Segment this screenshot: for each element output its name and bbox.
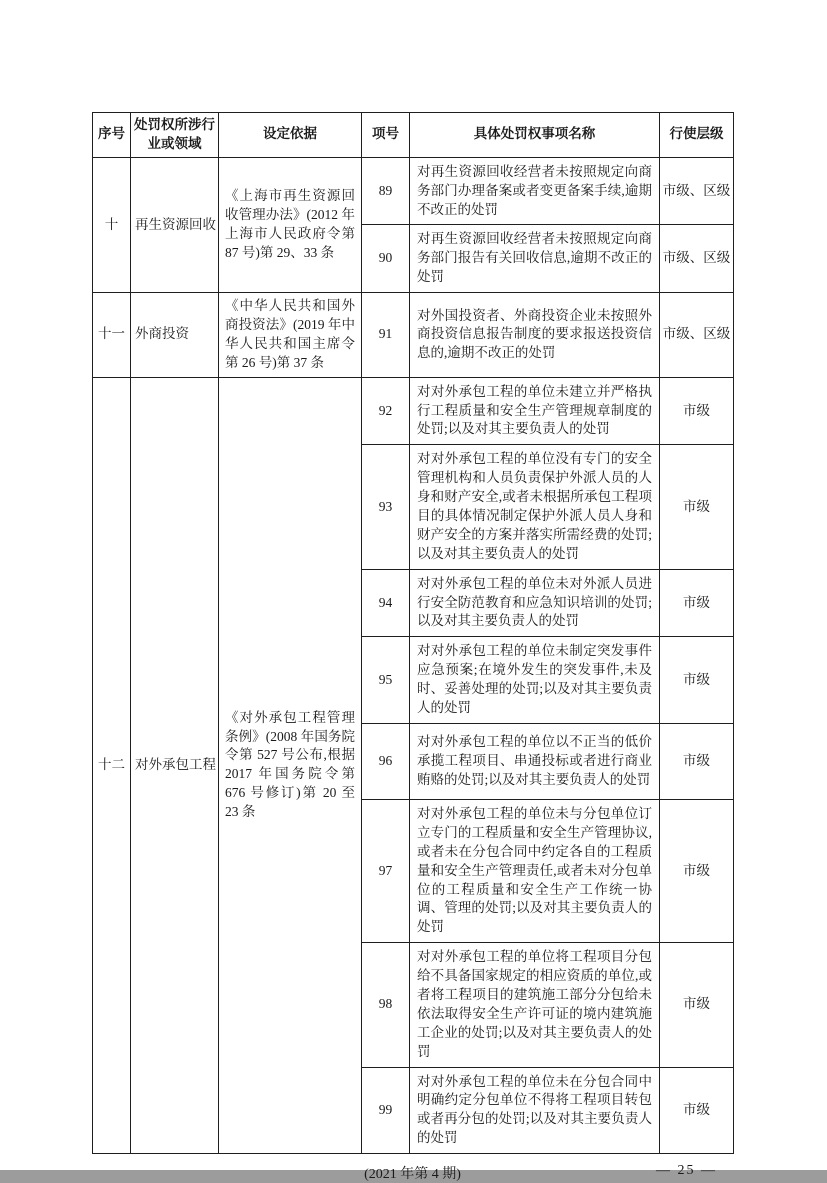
cell-item-name-97: 对对外承包工程的单位未与分包单位订立专门的工程质量和安全生产管理协议,或者未在分包合同中约定各自的工程质量和安全生产管理责任,或者未对分包单位的工程质量和安全生产工作统一协调、管理的处罚;以及对其主要负责人的处罚	[410, 799, 660, 942]
cell-level-98: 市级	[660, 943, 734, 1067]
cell-item-name-99: 对对外承包工程的单位未在分包合同中明确约定分包单位不得将工程项目转包或者再分包的处罚;以及对其主要负责人的处罚	[410, 1067, 660, 1154]
table-row-item-92	[93, 377, 734, 445]
cell-item-no-89: 89	[362, 157, 410, 225]
cell-item-name-96: 对对外承包工程的单位以不正当的低价承揽工程项目、串通投标或者进行商业贿赂的处罚;以及对其主要负责人的处罚	[410, 723, 660, 799]
cell-item-no-91: 91	[362, 293, 410, 378]
cell-item-name-90: 对再生资源回收经营者未按照规定向商务部门报告有关回收信息,逾期不改正的处罚	[410, 225, 660, 293]
col-header-serial: 序号	[93, 113, 131, 158]
table-header-row	[93, 113, 734, 158]
cell-serial-11: 十一	[93, 293, 131, 378]
cell-item-name-98: 对对外承包工程的单位将工程项目分包给不具备国家规定的相应资质的单位,或者将工程项目的建筑施工部分分包给未依法取得安全生产许可证的境内建筑施工企业的处罚;以及对其主要负责人的处罚	[410, 943, 660, 1067]
cell-item-no-90: 90	[362, 225, 410, 293]
cell-industry-10: 再生资源回收	[131, 157, 219, 292]
col-header-industry: 处罚权所涉行业或领域	[131, 113, 219, 158]
col-header-level: 行使层级	[660, 113, 734, 158]
cell-item-no-93: 93	[362, 445, 410, 569]
cell-level-97: 市级	[660, 799, 734, 942]
table-row-item-91	[93, 293, 734, 378]
cell-item-no-96: 96	[362, 723, 410, 799]
cell-item-name-92: 对对外承包工程的单位未建立并严格执行工程质量和安全生产管理规章制度的处罚;以及对其主要负责人的处罚	[410, 377, 660, 445]
cell-level-95: 市级	[660, 637, 734, 724]
cell-item-name-93: 对对外承包工程的单位没有专门的安全管理机构和人员负责保护外派人员的人身和财产安全,或者未根据所承包工程项目的具体情况制定保护外派人员人身和财产安全的方案并落实所需经费的处罚;以及对其主要负责人的处罚	[410, 445, 660, 569]
cell-serial-12: 十二	[93, 377, 131, 1153]
cell-level-93: 市级	[660, 445, 734, 569]
punishment-items-table	[92, 112, 734, 1154]
col-header-item-name: 具体处罚权事项名称	[410, 113, 660, 158]
page-footer	[92, 1163, 733, 1183]
table-row-item-89	[93, 157, 734, 225]
cell-item-name-91: 对外国投资者、外商投资企业未按照外商投资信息报告制度的要求报送投资信息的,逾期不改正的处罚	[410, 293, 660, 378]
cell-level-94: 市级	[660, 569, 734, 637]
cell-item-no-99: 99	[362, 1067, 410, 1154]
cell-basis-11: 《中华人民共和国外商投资法》(2019 年中华人民共和国主席令第 26 号)第 37 条	[219, 293, 362, 378]
col-header-basis: 设定依据	[219, 113, 362, 158]
col-header-item-no: 项号	[362, 113, 410, 158]
cell-level-99: 市级	[660, 1067, 734, 1154]
cell-item-name-94: 对对外承包工程的单位未对外派人员进行安全防范教育和应急知识培训的处罚;以及对其主要负责人的处罚	[410, 569, 660, 637]
cell-level-91: 市级、区级	[660, 293, 734, 378]
cell-serial-10: 十	[93, 157, 131, 292]
cell-basis-12: 《对外承包工程管理条例》(2008 年国务院令第 527 号公布,根据 2017 年国务院令第 676 号修订)第 20 至 23 条	[219, 377, 362, 1153]
cell-level-89: 市级、区级	[660, 157, 734, 225]
cell-level-96: 市级	[660, 723, 734, 799]
cell-industry-11: 外商投资	[131, 293, 219, 378]
cell-item-name-89: 对再生资源回收经营者未按照规定向商务部门办理备案或者变更备案手续,逾期不改正的处罚	[410, 157, 660, 225]
footer-page-number: — 25 —	[656, 1163, 717, 1179]
cell-item-no-94: 94	[362, 569, 410, 637]
cell-item-no-97: 97	[362, 799, 410, 942]
footer-issue-label: (2021 年第 4 期)	[364, 1167, 461, 1183]
cell-item-name-95: 对对外承包工程的单位未制定突发事件应急预案;在境外发生的突发事件,未及时、妥善处理的处罚;以及对其主要负责人的处罚	[410, 637, 660, 724]
cell-level-90: 市级、区级	[660, 225, 734, 293]
cell-item-no-98: 98	[362, 943, 410, 1067]
cell-item-no-92: 92	[362, 377, 410, 445]
cell-industry-12: 对外承包工程	[131, 377, 219, 1153]
cell-level-92: 市级	[660, 377, 734, 445]
cell-item-no-95: 95	[362, 637, 410, 724]
cell-basis-10: 《上海市再生资源回收管理办法》(2012 年上海市人民政府令第 87 号)第 29、33 条	[219, 157, 362, 292]
